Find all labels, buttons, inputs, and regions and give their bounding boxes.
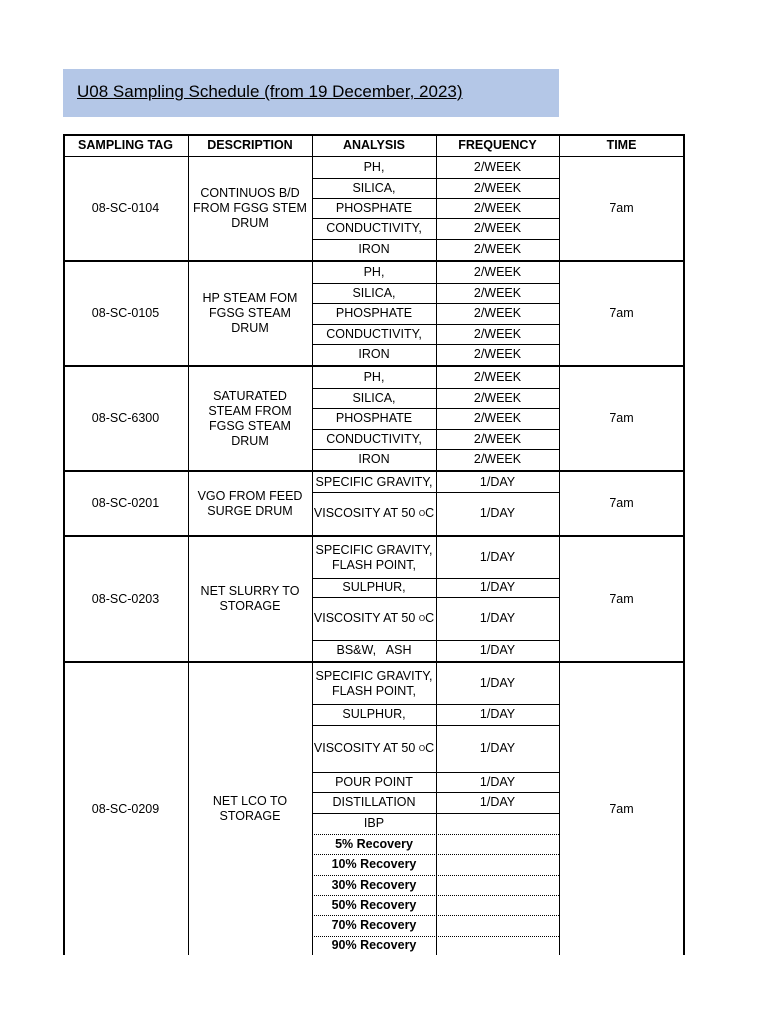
frequency-cell: 1/DAY <box>479 643 516 657</box>
analysis-cell: 5% Recovery <box>335 836 413 851</box>
analysis-cell <box>312 725 436 772</box>
degree-superscript: O <box>418 509 426 518</box>
analysis-cell: POUR POINT <box>335 774 413 789</box>
analysis-cell: DISTILLATION <box>332 795 416 809</box>
sampling-tag-cell: 08-SC-0105 <box>91 306 160 320</box>
unit-text: C <box>425 506 435 520</box>
analysis-cell: PHOSPHATE <box>335 306 413 320</box>
frequency-cell: 2/WEEK <box>473 390 522 405</box>
analysis-cell <box>312 597 436 640</box>
frequency-cell: 2/WEEK <box>473 370 522 384</box>
column-header: ANALYSIS <box>342 137 406 152</box>
analysis-cell: 10% Recovery <box>331 857 417 871</box>
analysis-cell: 90% Recovery <box>331 938 417 952</box>
frequency-cell: 1/DAY <box>479 676 516 690</box>
frequency-cell: 2/WEEK <box>473 306 522 320</box>
frequency-cell: 1/DAY <box>479 611 516 625</box>
frequency-cell: 1/DAY <box>479 506 516 520</box>
analysis-cell: IRON <box>358 347 390 361</box>
frequency-cell: 2/WEEK <box>473 347 522 361</box>
frequency-cell: 1/DAY <box>479 580 516 594</box>
analysis-cell: 70% Recovery <box>331 918 417 932</box>
sampling-tag-cell: 08-SC-0209 <box>91 801 160 816</box>
column-divider <box>312 134 313 955</box>
column-divider <box>559 134 560 955</box>
time-cell: 7am <box>609 201 634 215</box>
frequency-cell: 1/DAY <box>479 795 516 809</box>
analysis-cell: BS&W, ASH <box>336 643 412 657</box>
time-cell: 7am <box>609 411 634 425</box>
sampling-tag-cell: 08-SC-0104 <box>91 201 160 215</box>
frequency-cell: 2/WEEK <box>473 452 522 466</box>
frequency-cell: 2/WEEK <box>473 221 522 235</box>
frequency-cell <box>436 875 559 895</box>
column-divider <box>188 134 189 955</box>
analysis-cell: PH, <box>363 370 385 384</box>
column-divider <box>63 134 65 955</box>
sampling-tag-cell: 08-SC-0203 <box>91 591 160 606</box>
frequency-cell: 2/WEEK <box>473 180 522 195</box>
frequency-cell <box>436 895 559 915</box>
analysis-cell: SILICA, <box>352 180 396 195</box>
analysis-cell: SULPHUR, <box>342 580 406 594</box>
analysis-cell: 50% Recovery <box>331 897 417 912</box>
frequency-cell: 1/DAY <box>479 550 516 564</box>
analysis-cell: SPECIFIC GRAVITY, FLASH POINT, <box>315 668 433 698</box>
time-cell: 7am <box>609 496 634 510</box>
frequency-cell: 1/DAY <box>479 707 516 721</box>
frequency-cell <box>436 834 559 854</box>
sampling-schedule-table <box>63 134 684 952</box>
sampling-tag-cell: 08-SC-6300 <box>91 411 160 425</box>
description-cell: NET LCO TO STORAGE <box>212 794 288 823</box>
frequency-cell: 1/DAY <box>479 474 516 489</box>
analysis-cell <box>312 492 436 535</box>
description-cell: VGO FROM FEED SURGE DRUM <box>197 488 303 518</box>
frequency-cell: 2/WEEK <box>473 326 522 341</box>
analysis-cell: SULPHUR, <box>342 707 406 721</box>
unit-text: C <box>425 741 435 755</box>
column-divider <box>683 134 685 955</box>
frequency-cell <box>436 915 559 936</box>
analysis-text: VISCOSITY AT 50 <box>313 506 419 520</box>
column-header: SAMPLING TAG <box>78 137 173 152</box>
frequency-cell: 2/WEEK <box>473 411 522 425</box>
analysis-cell: CONDUCTIVITY, <box>326 326 422 341</box>
unit-text: C <box>425 611 435 625</box>
frequency-cell: 2/WEEK <box>473 242 522 256</box>
degree-superscript: O <box>418 744 426 753</box>
analysis-cell: IRON <box>358 242 390 256</box>
column-divider <box>436 134 437 955</box>
analysis-cell: SILICA, <box>352 285 396 300</box>
analysis-text: VISCOSITY AT 50 <box>313 611 419 625</box>
analysis-text: VISCOSITY AT 50 <box>313 741 419 755</box>
description-cell: HP STEAM FOM FGSG STEAM DRUM <box>202 291 298 335</box>
title-band <box>63 69 559 117</box>
degree-superscript: O <box>418 614 426 623</box>
analysis-cell: CONDUCTIVITY, <box>326 431 422 446</box>
time-cell: 7am <box>609 801 634 816</box>
description-cell: SATURATED STEAM FROM FGSG STEAM DRUM <box>208 388 292 448</box>
analysis-cell: IRON <box>358 452 390 466</box>
sampling-tag-cell: 08-SC-0201 <box>91 496 160 510</box>
description-cell: CONTINUOS B/D FROM FGSG STEM DRUM <box>193 186 307 230</box>
frequency-cell: 2/WEEK <box>473 160 522 174</box>
column-header: TIME <box>606 137 637 152</box>
frequency-cell <box>436 813 559 834</box>
frequency-cell: 1/DAY <box>479 741 516 755</box>
frequency-cell: 2/WEEK <box>473 200 522 215</box>
frequency-cell: 2/WEEK <box>473 431 522 446</box>
analysis-cell: PHOSPHATE <box>335 411 413 425</box>
time-cell: 7am <box>609 591 634 606</box>
frequency-cell <box>436 936 559 955</box>
analysis-cell: PH, <box>363 265 385 279</box>
column-header: FREQUENCY <box>458 137 537 152</box>
column-header: DESCRIPTION <box>207 137 293 152</box>
analysis-cell: SPECIFIC GRAVITY, FLASH POINT, <box>315 542 433 572</box>
description-cell: NET SLURRY TO STORAGE <box>200 584 300 613</box>
analysis-cell: SILICA, <box>352 390 396 405</box>
frequency-cell: 1/DAY <box>479 774 516 789</box>
frequency-cell <box>436 854 559 875</box>
frequency-cell: 2/WEEK <box>473 265 522 279</box>
frequency-cell: 2/WEEK <box>473 285 522 300</box>
analysis-cell: CONDUCTIVITY, <box>326 221 422 235</box>
analysis-cell: PH, <box>363 160 385 174</box>
analysis-cell: IBP <box>363 816 385 830</box>
analysis-cell: SPECIFIC GRAVITY, <box>315 474 433 489</box>
page-title: U08 Sampling Schedule (from 19 December, 2023) <box>77 82 463 101</box>
time-cell: 7am <box>609 306 634 320</box>
analysis-cell: 30% Recovery <box>331 877 417 892</box>
analysis-cell: PHOSPHATE <box>335 200 413 215</box>
